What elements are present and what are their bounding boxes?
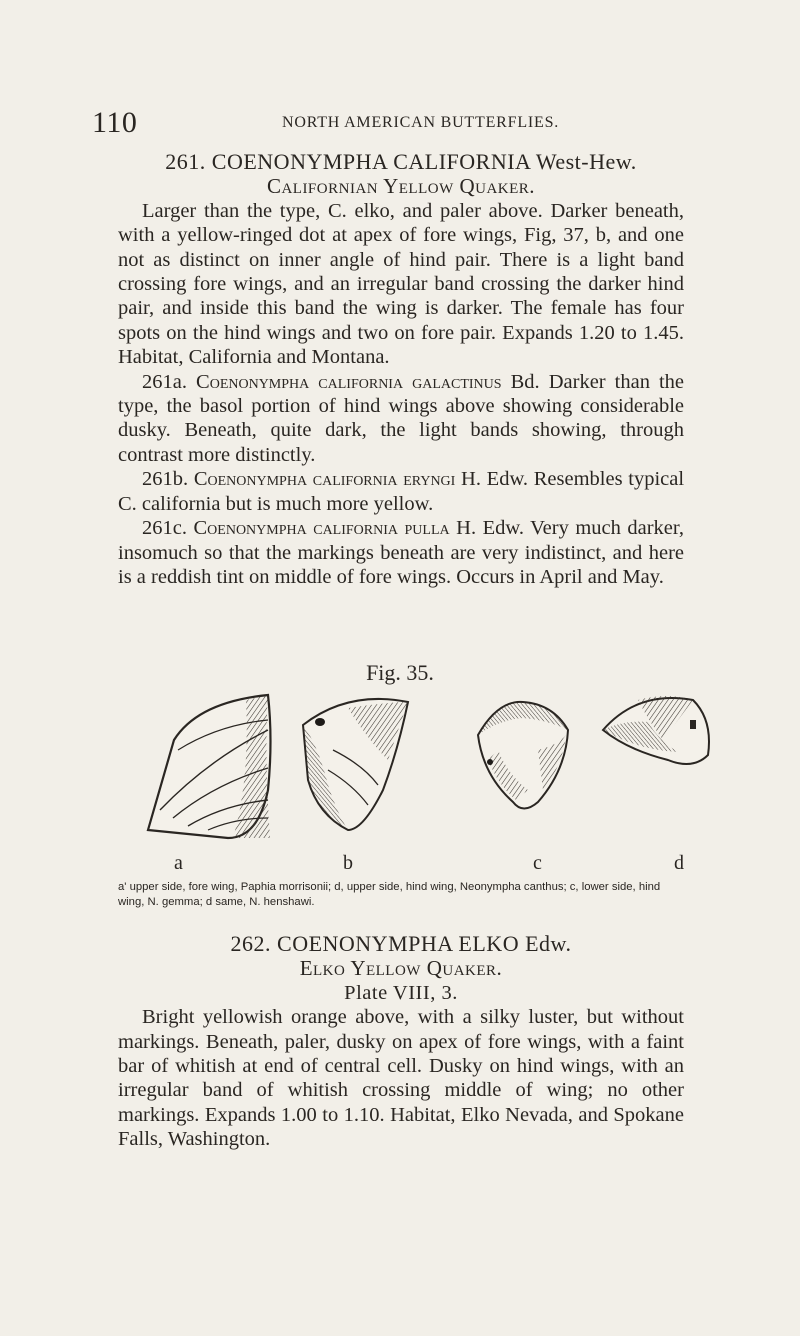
variety-261c-name: Coenonympha california pulla — [193, 517, 450, 540]
variety-261a-author: Bd. — [510, 370, 540, 393]
wing-d-illustration — [603, 696, 709, 764]
figure-letter-a: a — [174, 852, 183, 874]
variety-261b-name: Coenonympha california eryngi — [193, 468, 456, 491]
variety-261a-text: Darker than the type, the basol portion of hind wings above showing considerable dusky. Beneath, quite dark, the light bands showing, through contrast more distinctly. — [118, 370, 685, 466]
variety-261a — [118, 370, 684, 468]
wing-a-illustration — [148, 695, 271, 838]
page-number: 110 — [92, 106, 138, 139]
wing-c-illustration — [478, 702, 568, 809]
species-261-common-name: Californian Yellow Quaker. — [266, 174, 536, 199]
species-262-entry — [118, 932, 684, 1152]
variety-261b-number: 261b. — [142, 468, 189, 491]
variety-261c-number: 261c. — [142, 517, 187, 540]
variety-261c-text: Very much darker, insomuch so that the markings beneath are very indistinct, and here is a reddish tint on middle of fore wings. Occurs in April and May. — [118, 517, 685, 588]
figure-letter-b: b — [343, 852, 353, 874]
species-261-description: Larger than the type, C. elko, and paler above. Darker beneath, with a yellow-ringed dot at apex of fore wings, Fig, 37, b, and one not as distinct on inner angle of hind pair. There is a light band crossing fore wings, and an irregular band crossing the darker hind pair, and inside this band the wing is darker. The female has four spots on the hind wings and two on fore pair. Expands 1.20 to 1.45. Habitat, California and Montana. — [118, 199, 684, 369]
variety-261a-name: Coenonympha california galactinus — [196, 370, 502, 393]
figure-letter-c: c — [533, 852, 542, 874]
variety-261b-author: H. Edw. — [461, 468, 529, 491]
variety-261c-author: H. Edw. — [456, 517, 524, 540]
species-261-entry — [118, 150, 684, 589]
species-261-title: 261. COENONYMPHA CALIFORNIA West-Hew. — [165, 149, 637, 174]
species-262-plate: Plate VIII, 3. — [344, 981, 458, 1004]
page-header — [92, 106, 672, 142]
variety-261b-text: Resembles typical C. california but is much more yellow. — [118, 468, 685, 515]
wing-b-illustration — [303, 699, 408, 830]
variety-261c — [118, 516, 684, 589]
figure-letter-d: d — [674, 852, 684, 874]
figure-label: Fig. 35. — [366, 660, 434, 685]
species-262-title: 262. COENONYMPHA ELKO Edw. — [230, 931, 572, 956]
running-head: NORTH AMERICAN BUTTERFLIES. — [282, 114, 560, 131]
variety-261a-number: 261a. — [142, 370, 187, 393]
figure-caption: a' upper side, fore wing, Paphia morrisonii; d, upper side, hind wing, Neonympha canthus; c, lower side, hind wing, N. gemma; d same, N. henshawi. — [118, 881, 661, 908]
variety-261b — [118, 467, 684, 516]
figure-wing-illustrations — [118, 690, 718, 840]
species-262-description: Bright yellowish orange above, with a silky luster, but without markings. Beneath, paler, dusky on apex of fore wings, with a faint bar of whitish at end of central cell. Dusky on hind wings, with an irregular band of whitish crossing middle of wing; no other markings. Expands 1.00 to 1.10. Habitat, Elko Nevada, and Spokane Falls, Washington. — [118, 1006, 684, 1151]
species-262-common-name: Elko Yellow Quaker. — [299, 956, 503, 981]
